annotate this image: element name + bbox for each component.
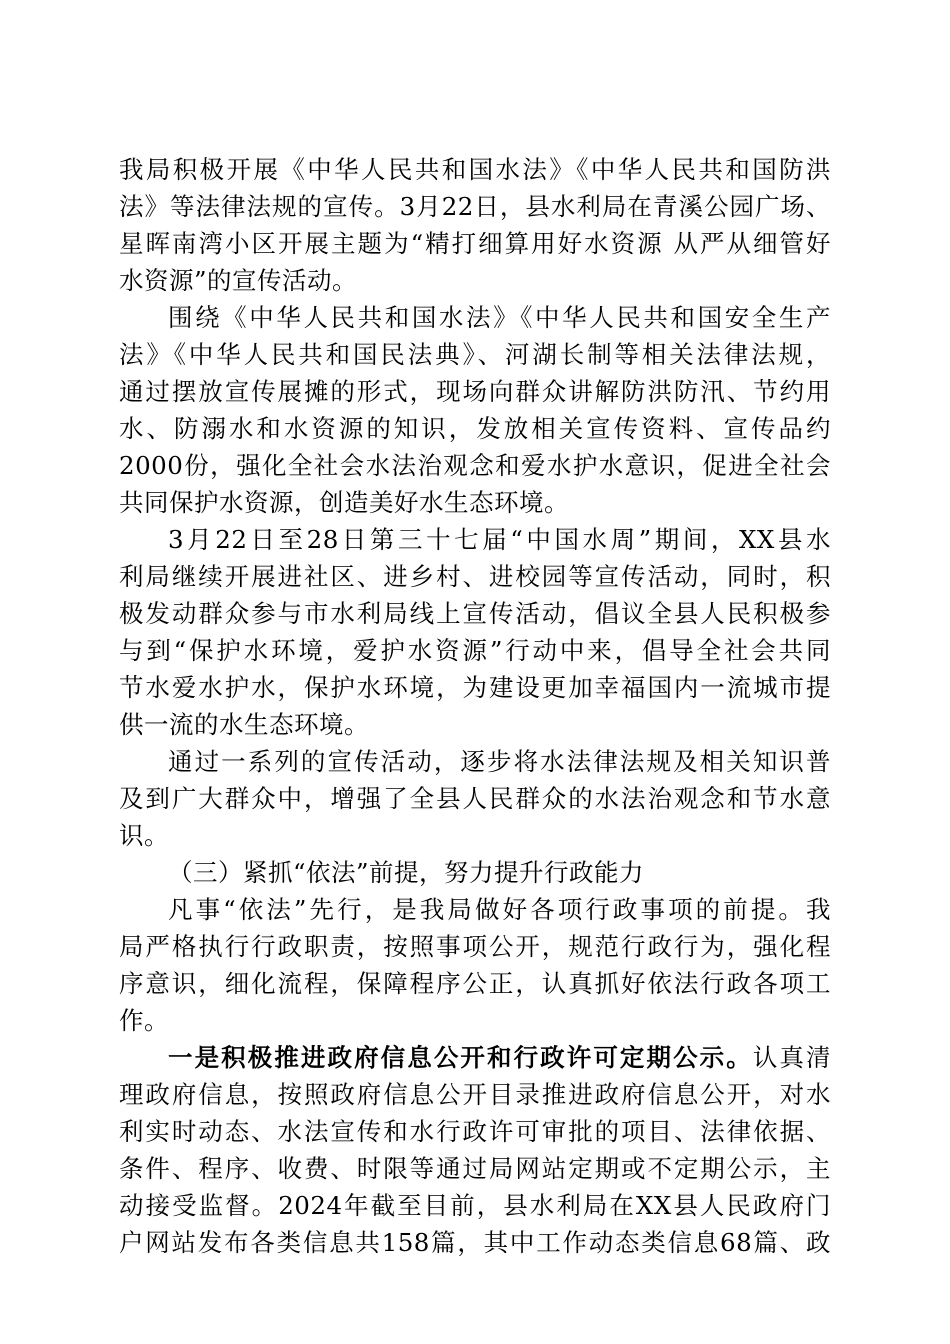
paragraph-china-water-week [119,521,831,743]
text-line: 星晖南湾小区开展主题为“精打细算用好水资源 从严从细管好 [119,229,831,258]
text-line: 作。 [119,1006,169,1035]
section-heading: （三）紧抓“依法”前提，努力提升行政能力 [168,858,645,887]
text-line: 3月22日至28日第三十七届“中国水周”期间，XX县水 [168,525,831,554]
text-line: 凡事“依法”先行，是我局做好各项行政事项的前提。我 [168,895,831,924]
paragraph-publicity-results [119,743,831,854]
text-line: 法》等法律法规的宣传。3月22日，县水利局在青溪公园广场、 [119,192,831,221]
text-line: 及到广大群众中，增强了全县人民群众的水法治观念和节水意 [119,784,831,813]
bold-lead-sentence: 一是积极推进政府信息公开和行政许可定期公示。 [168,1043,753,1072]
document-page [119,151,831,1261]
paragraph-publicity-booths [119,299,831,521]
paragraph-water-law-publicity [119,151,831,299]
paragraph-law-based-administration [119,891,831,1039]
text-line: 2000份，强化全社会水法治观念和爱水护水意识，促进全社会 [119,451,831,480]
text-line: 与到“保护水环境，爱护水资源”行动中来，倡导全社会共同 [119,636,831,665]
text-line: 节水爱水护水，保护水环境，为建设更加幸福国内一流城市提 [119,673,831,702]
text-line: 水资源”的宣传活动。 [119,266,358,295]
text-line: 通过一系列的宣传活动，逐步将水法律法规及相关知识普 [168,747,831,776]
text-line: 局严格执行行政职责，按照事项公开，规范行政行为，强化程 [119,932,831,961]
text-line: 利实时动态、水法宣传和水行政许可审批的项目、法律依据、 [119,1117,831,1146]
text-line: 法》《中华人民共和国民法典》、河湖长制等相关法律法规， [119,340,831,369]
text-line [119,1039,831,1076]
paragraph-information-disclosure [119,1039,831,1261]
text-line: 通过摆放宣传展摊的形式，现场向群众讲解防洪防汛、节约用 [119,377,831,406]
text-line: 共同保护水资源，创造美好水生态环境。 [119,488,569,517]
text-line: 序意识，细化流程，保障程序公正，认真抓好依法行政各项工 [119,969,831,998]
text-line: 我局积极开展《中华人民共和国水法》《中华人民共和国防洪 [119,155,831,184]
text-line: 利局继续开展进社区、进乡村、进校园等宣传活动，同时，积 [119,562,831,591]
first-line-rest: 认真清 [752,1043,832,1072]
text-line: 动接受监督。2024年截至目前，县水利局在XX县人民政府门 [119,1191,831,1220]
text-line: 理政府信息，按照政府信息公开目录推进政府信息公开，对水 [119,1080,831,1109]
text-line: 围绕《中华人民共和国水法》《中华人民共和国安全生产 [168,303,831,332]
text-line: 供一流的水生态环境。 [119,710,369,739]
text-line: 户网站发布各类信息共158篇，其中工作动态类信息68篇、政 [119,1228,831,1257]
text-line: 水、防溺水和水资源的知识，发放相关宣传资料、宣传品约 [119,414,831,443]
text-line: 条件、程序、收费、时限等通过局网站定期或不定期公示，主 [119,1154,831,1183]
text-line: 识。 [119,821,169,850]
text-line: 极发动群众参与市水利局线上宣传活动，倡议全县人民积极参 [119,599,831,628]
